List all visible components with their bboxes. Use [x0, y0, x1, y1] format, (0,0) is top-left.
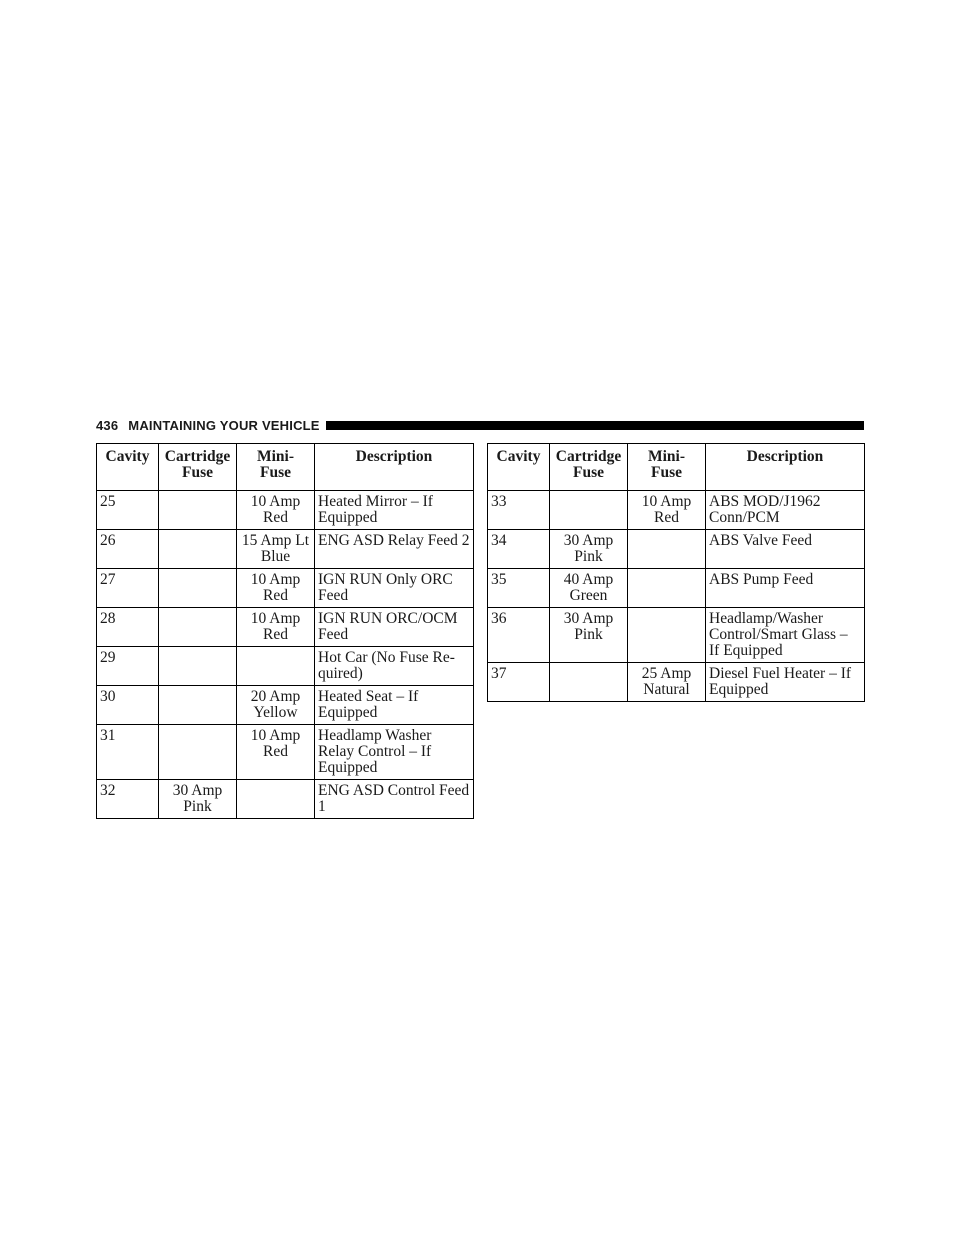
cell-mini: 10 Amp Red	[237, 569, 315, 608]
cell-mini: 10 Amp Red	[628, 491, 706, 530]
cell-cavity: 26	[97, 530, 159, 569]
cell-cavity: 31	[97, 725, 159, 780]
table-row	[97, 725, 474, 780]
cell-cavity: 33	[488, 491, 550, 530]
cell-description: Heated Seat – If Equipped	[315, 686, 474, 725]
cell-mini: 20 Amp Yellow	[237, 686, 315, 725]
table-row	[97, 608, 474, 647]
cell-cartridge	[159, 686, 237, 725]
cell-description: Headlamp Washer Relay Control – If Equipped	[315, 725, 474, 780]
fuse-table-right	[487, 443, 865, 702]
fuse-table-left	[96, 443, 474, 819]
cell-mini: 10 Amp Red	[237, 608, 315, 647]
col-description: Description	[315, 444, 474, 491]
cell-description: Heated Mirror – If Equipped	[315, 491, 474, 530]
cell-cavity: 27	[97, 569, 159, 608]
cell-cavity: 32	[97, 780, 159, 819]
cell-cartridge	[159, 725, 237, 780]
cell-cavity: 29	[97, 647, 159, 686]
cell-cartridge	[159, 647, 237, 686]
page-number: 436	[96, 417, 119, 433]
header-rule	[326, 421, 864, 430]
table-row	[97, 530, 474, 569]
table-row	[97, 686, 474, 725]
cell-description: Diesel Fuel Heater – If Equipped	[706, 663, 865, 702]
col-cavity: Cavity	[488, 444, 550, 491]
cell-description: ENG ASD Relay Feed 2	[315, 530, 474, 569]
cell-mini	[628, 530, 706, 569]
cell-cavity: 35	[488, 569, 550, 608]
table-row	[488, 569, 865, 608]
cell-cavity: 37	[488, 663, 550, 702]
col-mini-fuse: Mini- Fuse	[237, 444, 315, 491]
cell-cavity: 28	[97, 608, 159, 647]
cell-description: ABS MOD/J1962 Conn/PCM	[706, 491, 865, 530]
col-cavity: Cavity	[97, 444, 159, 491]
cell-cavity: 25	[97, 491, 159, 530]
cell-mini: 25 Amp Natural	[628, 663, 706, 702]
col-cartridge-fuse: Cartridge Fuse	[159, 444, 237, 491]
cell-cartridge: 40 Amp Green	[550, 569, 628, 608]
cell-cavity: 34	[488, 530, 550, 569]
table-row	[488, 608, 865, 663]
cell-cartridge: 30 Amp Pink	[550, 608, 628, 663]
cell-description: ABS Pump Feed	[706, 569, 865, 608]
table-header-row	[488, 444, 865, 491]
table-header-row	[97, 444, 474, 491]
table-row	[97, 780, 474, 819]
cell-cartridge: 30 Amp Pink	[159, 780, 237, 819]
table-row	[488, 530, 865, 569]
table-row	[97, 491, 474, 530]
cell-cartridge	[550, 491, 628, 530]
cell-mini: 10 Amp Red	[237, 725, 315, 780]
table-row	[488, 663, 865, 702]
col-description: Description	[706, 444, 865, 491]
cell-mini	[237, 647, 315, 686]
cell-cartridge: 30 Amp Pink	[550, 530, 628, 569]
cell-mini	[628, 569, 706, 608]
table-row	[97, 647, 474, 686]
section-title: MAINTAINING YOUR VEHICLE	[128, 417, 320, 433]
cell-description: ABS Valve Feed	[706, 530, 865, 569]
cell-cartridge	[159, 530, 237, 569]
table-row	[488, 491, 865, 530]
cell-mini: 10 Amp Red	[237, 491, 315, 530]
cell-cavity: 36	[488, 608, 550, 663]
cell-description: IGN RUN Only ORC Feed	[315, 569, 474, 608]
cell-cartridge	[159, 608, 237, 647]
col-cartridge-fuse: Cartridge Fuse	[550, 444, 628, 491]
cell-cartridge	[159, 491, 237, 530]
cell-mini	[628, 608, 706, 663]
cell-mini: 15 Amp Lt Blue	[237, 530, 315, 569]
cell-description: Hot Car (No Fuse Re- quired)	[315, 647, 474, 686]
page-header	[96, 415, 864, 435]
cell-description: IGN RUN ORC/OCM Feed	[315, 608, 474, 647]
cell-description: Headlamp/Washer Control/Smart Glass – If Equipped	[706, 608, 865, 663]
table-row	[97, 569, 474, 608]
cell-cartridge	[550, 663, 628, 702]
cell-cavity: 30	[97, 686, 159, 725]
cell-mini	[237, 780, 315, 819]
cell-cartridge	[159, 569, 237, 608]
cell-description: ENG ASD Control Feed 1	[315, 780, 474, 819]
col-mini-fuse: Mini- Fuse	[628, 444, 706, 491]
